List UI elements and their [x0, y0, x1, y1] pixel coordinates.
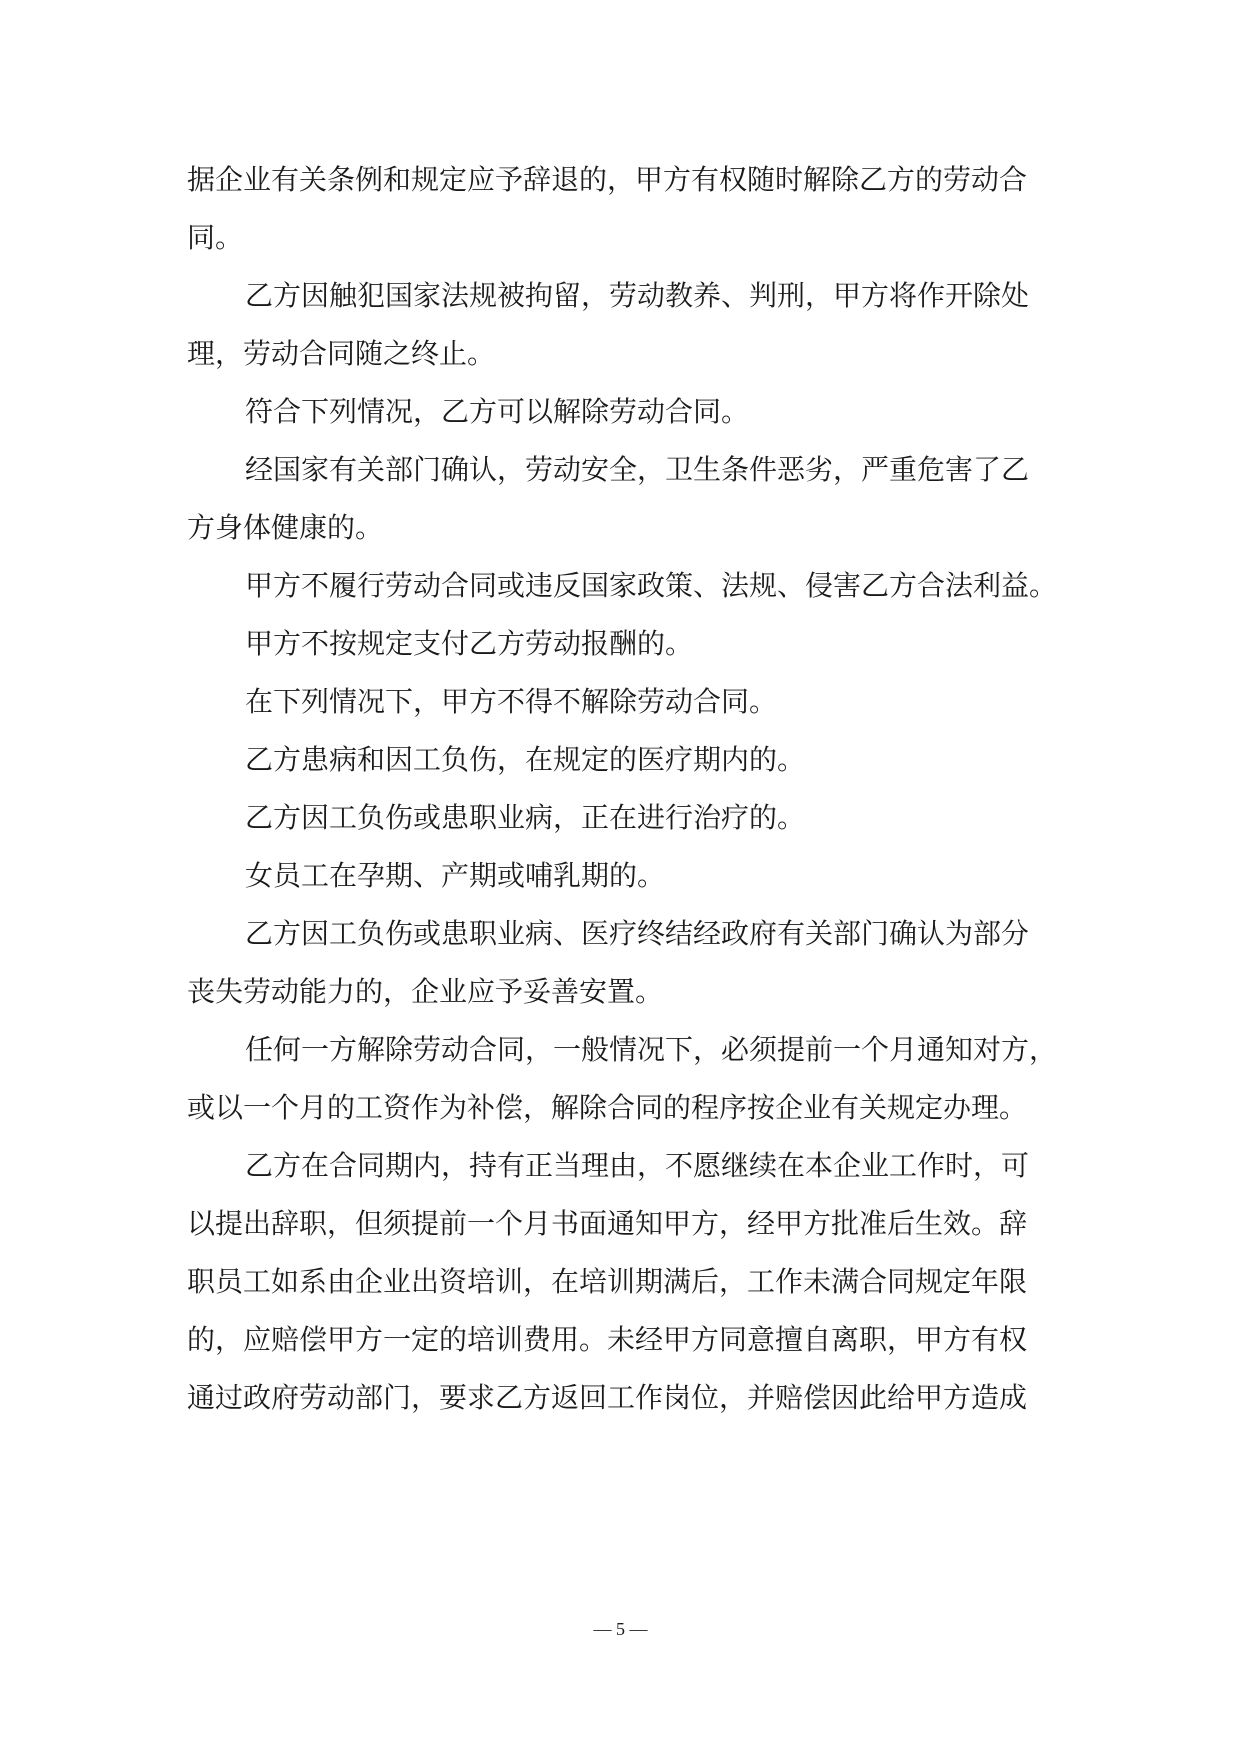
text-line: 任何一方解除劳动合同，一般情况下，必须提前一个月通知对方，: [245, 1033, 1058, 1066]
text-line: 以提出辞职，但须提前一个月书面通知甲方，经甲方批准后生效。辞: [187, 1207, 1028, 1240]
text-line: 同。: [187, 221, 244, 254]
text-line: 在下列情况下，甲方不得不解除劳动合同。: [245, 685, 778, 718]
text-line: 丧失劳动能力的，企业应予妥善安置。: [187, 975, 664, 1008]
text-line: 乙方因触犯国家法规被拘留，劳动教养、判刑，甲方将作开除处: [245, 279, 1030, 312]
text-line: 乙方患病和因工负伤，在规定的医疗期内的。: [245, 743, 806, 776]
text-line: 的，应赔偿甲方一定的培训费用。未经甲方同意擅自离职，甲方有权: [187, 1323, 1028, 1356]
text-line: 通过政府劳动部门，要求乙方返回工作岗位，并赔偿因此给甲方造成: [187, 1381, 1028, 1414]
text-line: 方身体健康的。: [187, 511, 384, 544]
text-line: 甲方不履行劳动合同或违反国家政策、法规、侵害乙方合法利益。: [245, 569, 1058, 602]
text-line: 据企业有关条例和规定应予辞退的，甲方有权随时解除乙方的劳动合: [187, 163, 1028, 196]
text-line: 女员工在孕期、产期或哺乳期的。: [245, 859, 666, 892]
text-line: 甲方不按规定支付乙方劳动报酬的。: [245, 627, 694, 660]
text-line: 职员工如系由企业出资培训，在培训期满后，工作未满合同规定年限: [187, 1265, 1028, 1298]
text-line: 或以一个月的工资作为补偿，解除合同的程序按企业有关规定办理。: [187, 1091, 1028, 1124]
text-line: 乙方因工负伤或患职业病、医疗终结经政府有关部门确认为部分: [245, 917, 1030, 950]
text-line: 乙方在合同期内，持有正当理由，不愿继续在本企业工作时，可: [245, 1149, 1030, 1182]
text-line: 乙方因工负伤或患职业病，正在进行治疗的。: [245, 801, 806, 834]
text-line: 经国家有关部门确认，劳动安全，卫生条件恶劣，严重危害了乙: [245, 453, 1030, 486]
text-line: 符合下列情况，乙方可以解除劳动合同。: [245, 395, 750, 428]
text-line: 理，劳动合同随之终止。: [187, 337, 496, 370]
page-number: — 5 —: [593, 1619, 648, 1639]
